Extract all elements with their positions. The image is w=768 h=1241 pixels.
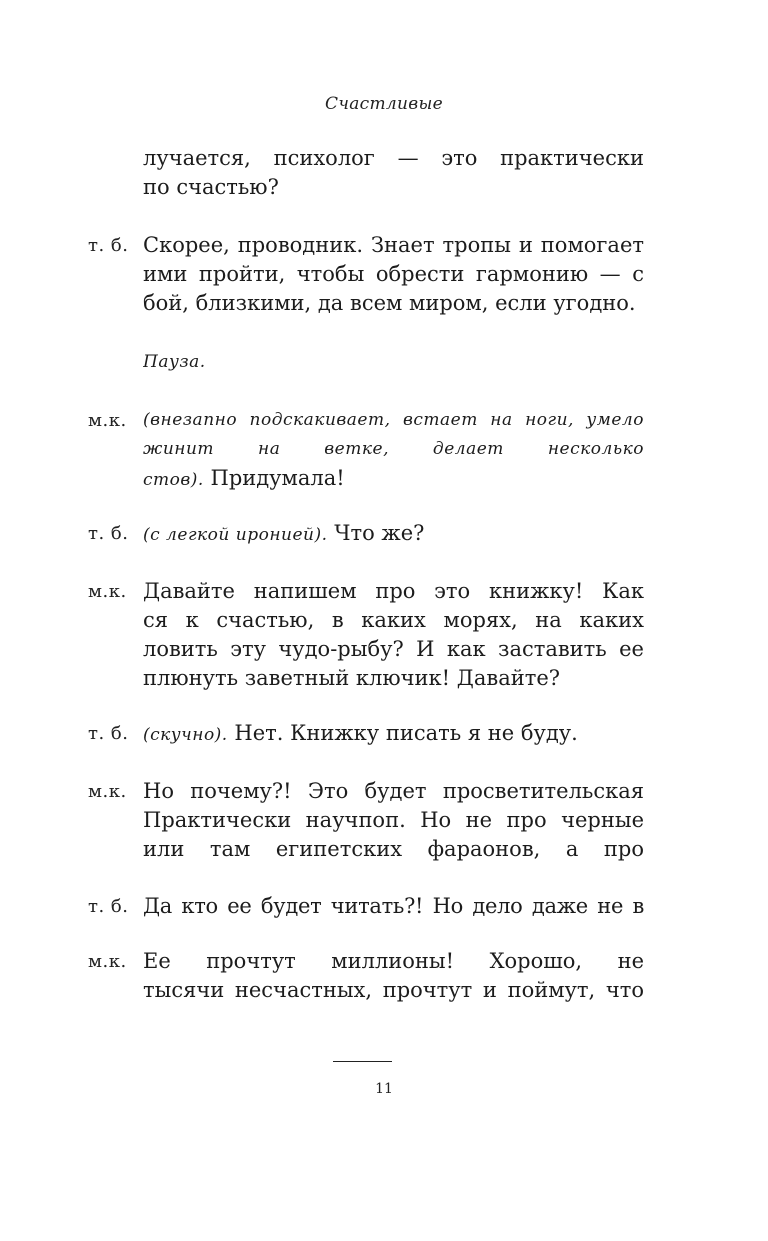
- speaker-label: м.к.: [88, 951, 127, 972]
- dialogue-tb-2: [88, 519, 644, 548]
- speaker-label: т. б.: [88, 235, 129, 256]
- folio-rule: [333, 1061, 392, 1062]
- speaker-label: т. б.: [88, 723, 129, 744]
- dialogue-mk-4: [88, 947, 644, 1005]
- text-line: м.к. Давайте напишем про это книжку! Как: [88, 577, 644, 606]
- dialogue-tb-3: [88, 719, 644, 748]
- stage-direction-pause: [88, 348, 644, 377]
- text-line: т. б. (с легкой иронией). Что же?: [88, 519, 644, 548]
- text-line: м.к. (внезапно подскакивает, встает на ноги, умело: [88, 406, 644, 435]
- text-line: плюнуть заветный ключик! Давайте?: [143, 666, 561, 690]
- speaker-label: т. б.: [88, 896, 129, 917]
- text-line: или там египетских фараонов, а про: [143, 837, 644, 861]
- dialogue-mk-2: [88, 577, 644, 693]
- stage-direction: (скучно).: [143, 725, 228, 745]
- text-line: по счастью?: [143, 175, 279, 199]
- speaker-label: м.к.: [88, 581, 127, 602]
- stage-direction: стов).: [143, 470, 204, 490]
- text-line: т. б. (скучно). Нет. Книжку писать я не буду.: [88, 719, 644, 748]
- text-line: стов). Придумала!: [143, 466, 345, 490]
- speaker-label: м.к.: [88, 410, 127, 431]
- speaker-label: т. б.: [88, 523, 129, 544]
- text-line: Практически научпоп. Но не про черные: [143, 808, 644, 832]
- text-line: ловить эту чудо-рыбу? И как заставить ее: [143, 637, 644, 661]
- text-line: ся к счастью, в каких морях, на каких: [143, 608, 644, 632]
- text-line: м.к. Ее прочтут миллионы! Хорошо, не: [88, 947, 644, 976]
- text-line: бой, близкими, да всем миром, если угодно.: [143, 291, 636, 315]
- text-line: т. б. Да кто ее будет читать?! Но дело даже не в: [88, 892, 644, 921]
- text-line: лучается, психолог — это практически: [143, 146, 644, 170]
- dialogue-mk-1: [88, 406, 644, 493]
- dialogue-continuation: [88, 144, 644, 202]
- text-line: жинит на ветке, делает несколько: [143, 439, 644, 459]
- text-line: тысячи несчастных, прочтут и поймут, что: [143, 978, 644, 1002]
- dialogue-mk-3: [88, 777, 644, 864]
- dialogue-tb-1: [88, 231, 644, 318]
- stage-direction: (с легкой иронией).: [143, 525, 328, 545]
- dialogue-tb-4: [88, 892, 644, 921]
- running-head: Счастливые: [325, 94, 443, 114]
- text-line: ими пройти, чтобы обрести гармонию — с: [143, 262, 644, 286]
- text-line: т. б. Скорее, проводник. Знает тропы и помогает: [88, 231, 644, 260]
- page-number: 11: [375, 1081, 393, 1097]
- speaker-label: м.к.: [88, 781, 127, 802]
- text-line: м.к. Но почему?! Это будет просветительская: [88, 777, 644, 806]
- text-line: Пауза.: [143, 352, 206, 372]
